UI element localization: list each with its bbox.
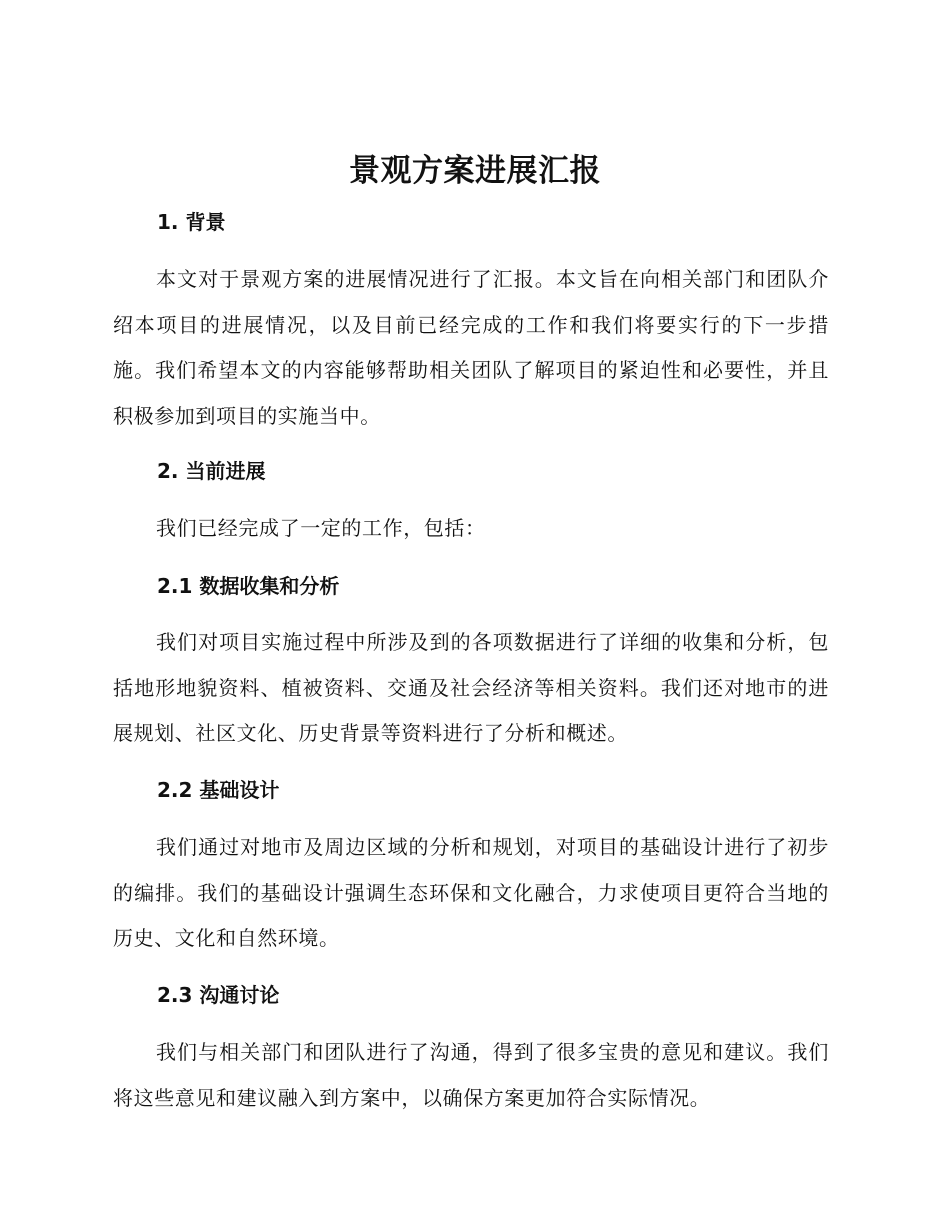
section-paragraph-data-collection: 我们对项目实施过程中所涉及到的各项数据进行了详细的收集和分析，包括地形地貌资料、植被资料、交通及社会经济等相关资料。我们还对地市的进展规划、社区文化、历史背景等资料进行了分析和概述。	[113, 630, 829, 745]
document-title: 景观方案进展汇报	[349, 153, 601, 189]
section-paragraph-current-progress: 我们已经完成了一定的工作，包括：	[156, 516, 486, 540]
section-paragraph-communication: 我们与相关部门和团队进行了沟通，得到了很多宝贵的意见和建议。我们将这些意见和建议融入到方案中，以确保方案更加符合实际情况。	[113, 1040, 829, 1110]
section-heading-background: 1. 背景	[157, 210, 226, 234]
section-heading-data-collection: 2.1 数据收集和分析	[157, 574, 340, 598]
section-heading-basic-design: 2.2 基础设计	[157, 778, 280, 802]
section-heading-current-progress: 2. 当前进展	[157, 459, 266, 483]
section-paragraph-background: 本文对于景观方案的进展情况进行了汇报。本文旨在向相关部门和团队介绍本项目的进展情况，以及目前已经完成的工作和我们将要实行的下一步措施。我们希望本文的内容能够帮助相关团队了解项目的紧迫性和必要性，并且积极参加到项目的实施当中。	[113, 267, 829, 428]
section-paragraph-basic-design: 我们通过对地市及周边区域的分析和规划，对项目的基础设计进行了初步的编排。我们的基础设计强调生态环保和文化融合，力求使项目更符合当地的历史、文化和自然环境。	[113, 835, 829, 950]
section-heading-communication: 2.3 沟通讨论	[157, 983, 280, 1007]
